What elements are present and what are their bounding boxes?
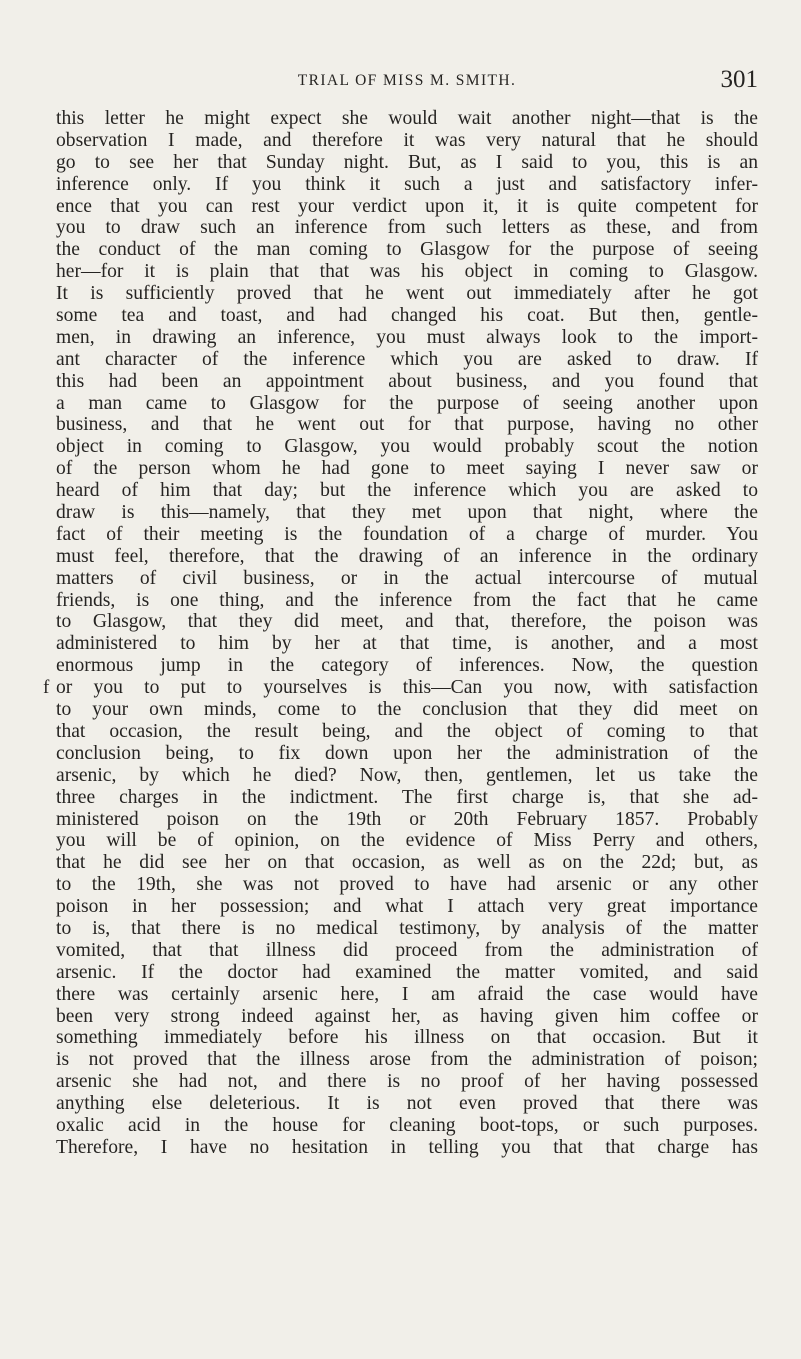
line-text: draw is this—namely, that they met upon that night, where the xyxy=(56,502,758,524)
text-line xyxy=(56,590,758,612)
line-text: must feel, therefore, that the drawing of an inference in the ordinary xyxy=(56,545,758,567)
line-text: something immediately before his illness on that occasion. But it xyxy=(56,1027,758,1049)
line-text: fact of their meeting is the foundation of a charge of murder. You xyxy=(56,523,758,545)
line-text: conclusion being, to fix down upon her the administration of the xyxy=(56,742,758,764)
text-line xyxy=(56,721,758,743)
text-line xyxy=(56,830,758,852)
line-text: of the person whom he had gone to meet saying I never saw or xyxy=(56,458,758,480)
line-text: matters of civil business, or in the actual intercourse of mutual xyxy=(56,567,758,589)
line-text: arsenic, by which he died? Now, then, gentlemen, let us take the xyxy=(56,764,758,786)
line-text: some tea and toast, and had changed his coat. But then, gentle- xyxy=(56,305,758,327)
text-line xyxy=(56,305,758,327)
text-line xyxy=(56,655,758,677)
text-line xyxy=(56,239,758,261)
text-line xyxy=(56,108,758,130)
line-text: business, and that he went out for that purpose, having no other xyxy=(56,414,758,436)
text-line xyxy=(56,743,758,765)
text-line xyxy=(56,371,758,393)
line-text: to is, that there is no medical testimony, by analysis of the matter xyxy=(56,917,758,939)
line-text: administered to him by her at that time, is another, and a most xyxy=(56,633,758,655)
text-line xyxy=(56,699,758,721)
line-text: that occasion, the result being, and the object of coming to that xyxy=(56,720,758,742)
line-text: that he did see her on that occasion, as well as on the 22d; but, as xyxy=(56,852,758,874)
running-head xyxy=(56,66,758,96)
text-line xyxy=(56,1093,758,1115)
line-text: enormous jump in the category of inferences. Now, the question xyxy=(56,655,758,677)
text-line xyxy=(56,393,758,415)
line-text: arsenic. If the doctor had examined the matter vomited, and said xyxy=(56,961,758,983)
text-line xyxy=(56,1137,758,1159)
line-text: her—for it is plain that that was his object in coming to Glasgow. xyxy=(56,261,758,283)
line-text: three charges in the indictment. The first charge is, that she ad- xyxy=(56,786,758,808)
text-line xyxy=(56,918,758,940)
line-text: you will be of opinion, on the evidence of Miss Perry and others, xyxy=(56,830,758,852)
line-text: heard of him that day; but the inference which you are asked to xyxy=(56,480,758,502)
line-text: observation I made, and therefore it was very natural that he should xyxy=(56,129,758,151)
text-line xyxy=(56,896,758,918)
margin-mark: f xyxy=(43,677,50,699)
text-line xyxy=(56,1071,758,1093)
line-text: anything else deleterious. It is not even proved that there was xyxy=(56,1093,758,1115)
line-text: poison in her possession; and what I attach very great importance xyxy=(56,896,758,918)
text-line xyxy=(56,458,758,480)
line-text: is not proved that the illness arose from the administration of poison; xyxy=(56,1049,758,1071)
text-line xyxy=(56,414,758,436)
text-line xyxy=(56,568,758,590)
text-line xyxy=(56,765,758,787)
text-line xyxy=(56,984,758,1006)
line-text: a man came to Glasgow for the purpose of seeing another upon xyxy=(56,392,758,414)
line-text: to the 19th, she was not proved to have had arsenic or any other xyxy=(56,874,758,896)
text-line xyxy=(56,349,758,371)
text-line xyxy=(56,852,758,874)
text-line xyxy=(56,261,758,283)
text-line xyxy=(56,874,758,896)
line-text: arsenic she had not, and there is no proof of her having possessed xyxy=(56,1071,758,1093)
text-line xyxy=(56,130,758,152)
line-text: ministered poison on the 19th or 20th February 1857. Probably xyxy=(56,808,758,830)
line-text: been very strong indeed against her, as having given him coffee or xyxy=(56,1005,758,1027)
text-line xyxy=(56,174,758,196)
line-text: go to see her that Sunday night. But, as I said to you, this is an xyxy=(56,151,758,173)
text-line xyxy=(56,962,758,984)
line-text: friends, is one thing, and the inference from the fact that he came xyxy=(56,589,758,611)
line-text: this had been an appointment about business, and you found that xyxy=(56,370,758,392)
text-line xyxy=(56,809,758,831)
line-text: this letter he might expect she would wait another night—that is the xyxy=(56,108,758,129)
text-line xyxy=(56,217,758,239)
text-line xyxy=(56,524,758,546)
line-text: ence that you can rest your verdict upon it, it is quite competent for xyxy=(56,195,758,217)
line-text: vomited, that that illness did proceed from the administration of xyxy=(56,939,758,961)
text-line xyxy=(56,611,758,633)
text-line xyxy=(56,1027,758,1049)
line-text: ant character of the inference which you are asked to draw. If xyxy=(56,348,758,370)
line-text: to Glasgow, that they did meet, and that, therefore, the poison was xyxy=(56,611,758,633)
text-line xyxy=(56,1049,758,1071)
text-line xyxy=(56,940,758,962)
line-text: the conduct of the man coming to Glasgow for the purpose of seeing xyxy=(56,239,758,261)
text-line xyxy=(56,787,758,809)
line-text: to your own minds, come to the conclusion that they did meet on xyxy=(56,699,758,721)
text-line xyxy=(56,327,758,349)
text-line xyxy=(56,152,758,174)
line-text: there was certainly arsenic here, I am afraid the case would have xyxy=(56,983,758,1005)
body-text xyxy=(43,108,758,1159)
text-line xyxy=(56,436,758,458)
line-text: Therefore, I have no hesitation in telling you that that charge has xyxy=(56,1136,758,1158)
line-text: you to draw such an inference from such letters as these, and from xyxy=(56,217,758,239)
line-text: inference only. If you think it such a just and satisfactory infer- xyxy=(56,173,758,195)
line-text: or you to put to yourselves is this—Can you now, with satisfaction xyxy=(56,677,758,699)
text-line xyxy=(56,1115,758,1137)
line-text: object in coming to Glasgow, you would probably scout the notion xyxy=(56,436,758,458)
text-line xyxy=(56,196,758,218)
page-number: 301 xyxy=(720,66,758,93)
text-line xyxy=(56,283,758,305)
text-line xyxy=(56,546,758,568)
text-line xyxy=(43,677,758,699)
running-title: TRIAL OF MISS M. SMITH. xyxy=(297,72,517,89)
text-line xyxy=(56,480,758,502)
text-line xyxy=(56,633,758,655)
line-text: It is sufficiently proved that he went out immediately after he got xyxy=(56,283,758,305)
text-line xyxy=(56,502,758,524)
text-line xyxy=(56,1006,758,1028)
line-text: men, in drawing an inference, you must always look to the import- xyxy=(56,326,758,348)
line-text: oxalic acid in the house for cleaning boot-tops, or such purposes. xyxy=(56,1114,758,1136)
